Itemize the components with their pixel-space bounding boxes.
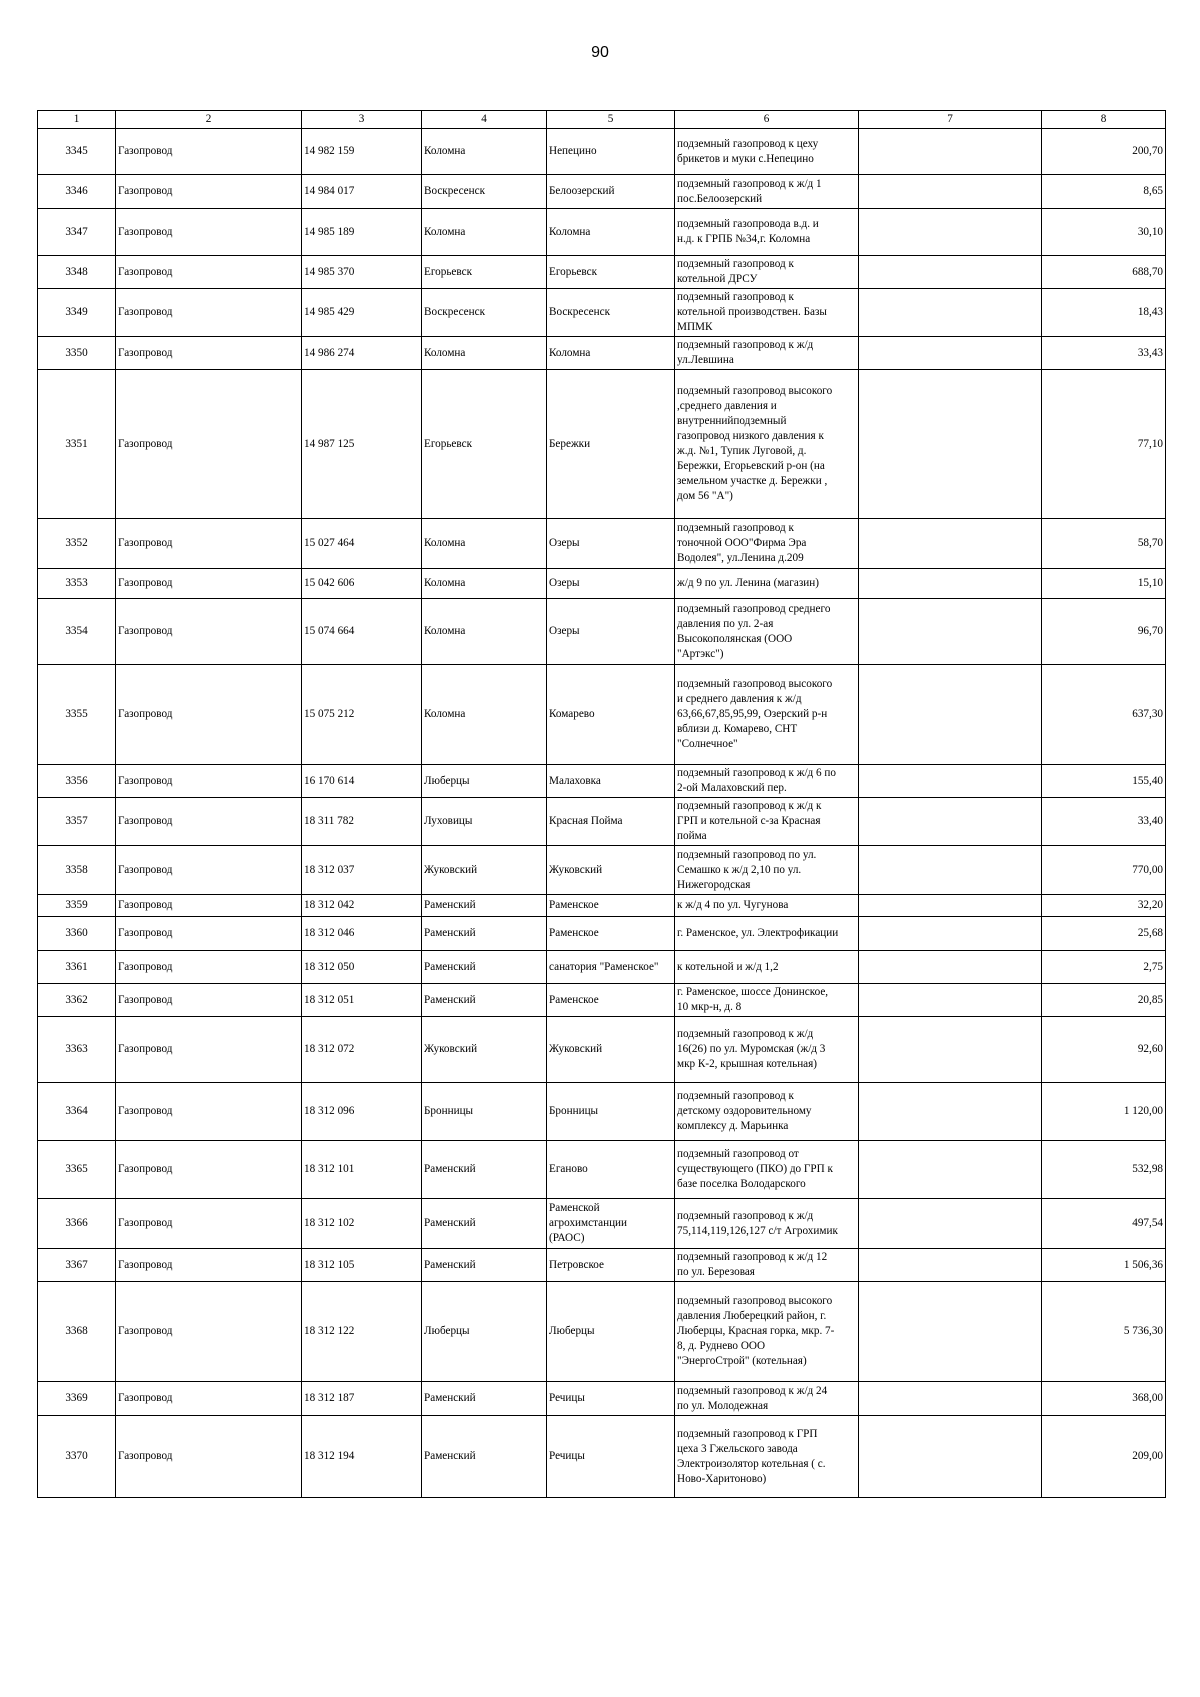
cell-locality: Егорьевск — [547, 256, 675, 289]
table-row — [38, 175, 1166, 209]
cell-description: подземный газопровод высокого ,среднего давления и внутреннийподземный газопровод низкого давления к ж.д. №1, Тупик Луговой, д. Бережки, Егорьевский р-он (на земельном участке д. Бережки , дом 56 "А") — [675, 370, 859, 519]
cell-number: 3358 — [38, 846, 116, 895]
cell-value: 15,10 — [1042, 569, 1166, 599]
cell-column-7 — [859, 175, 1042, 209]
cell-object-type: Газопровод — [116, 765, 302, 798]
cell-object-type: Газопровод — [116, 337, 302, 370]
table-row — [38, 129, 1166, 175]
cell-district: Луховицы — [422, 798, 547, 846]
cell-description: г. Раменское, шоссе Донинское, 10 мкр-н, д. 8 — [675, 984, 859, 1017]
cell-inventory-code: 18 312 072 — [302, 1017, 422, 1083]
cell-district: Егорьевск — [422, 256, 547, 289]
cell-description: подземный газопровод к ГРП цеха 3 Гжельского завода Электроизолятор котельная ( с. Ново-Харитоново) — [675, 1416, 859, 1498]
cell-value: 770,00 — [1042, 846, 1166, 895]
cell-column-7 — [859, 984, 1042, 1017]
cell-column-7 — [859, 337, 1042, 370]
cell-value: 155,40 — [1042, 765, 1166, 798]
cell-district: Люберцы — [422, 765, 547, 798]
cell-locality: Жуковский — [547, 1017, 675, 1083]
cell-district: Люберцы — [422, 1282, 547, 1382]
cell-inventory-code: 18 312 042 — [302, 895, 422, 917]
cell-object-type: Газопровод — [116, 951, 302, 984]
cell-value: 5 736,30 — [1042, 1282, 1166, 1382]
cell-value: 8,65 — [1042, 175, 1166, 209]
column-header: 5 — [547, 111, 675, 129]
cell-column-7 — [859, 1416, 1042, 1498]
table-row — [38, 289, 1166, 337]
cell-inventory-code: 18 312 050 — [302, 951, 422, 984]
cell-object-type: Газопровод — [116, 1416, 302, 1498]
table-row — [38, 256, 1166, 289]
column-header: 7 — [859, 111, 1042, 129]
cell-locality: Речицы — [547, 1382, 675, 1416]
cell-locality: Петровское — [547, 1249, 675, 1282]
cell-description: к котельной и ж/д 1,2 — [675, 951, 859, 984]
cell-column-7 — [859, 917, 1042, 951]
cell-description: подземный газопровод к детскому оздоровительному комплексу д. Марьинка — [675, 1083, 859, 1141]
cell-inventory-code: 14 985 370 — [302, 256, 422, 289]
cell-object-type: Газопровод — [116, 665, 302, 765]
cell-number: 3348 — [38, 256, 116, 289]
cell-inventory-code: 14 984 017 — [302, 175, 422, 209]
cell-inventory-code: 14 987 125 — [302, 370, 422, 519]
table-row — [38, 370, 1166, 519]
cell-inventory-code: 16 170 614 — [302, 765, 422, 798]
cell-locality: Воскресенск — [547, 289, 675, 337]
table-row — [38, 984, 1166, 1017]
cell-locality: Раменское — [547, 895, 675, 917]
cell-number: 3369 — [38, 1382, 116, 1416]
column-header: 3 — [302, 111, 422, 129]
cell-column-7 — [859, 1199, 1042, 1249]
cell-inventory-code: 18 312 096 — [302, 1083, 422, 1141]
cell-object-type: Газопровод — [116, 129, 302, 175]
cell-number: 3363 — [38, 1017, 116, 1083]
cell-locality: Озеры — [547, 569, 675, 599]
cell-district: Коломна — [422, 209, 547, 256]
cell-locality: Раменское — [547, 917, 675, 951]
cell-object-type: Газопровод — [116, 798, 302, 846]
cell-inventory-code: 18 312 051 — [302, 984, 422, 1017]
cell-inventory-code: 14 982 159 — [302, 129, 422, 175]
cell-column-7 — [859, 1017, 1042, 1083]
cell-inventory-code: 15 027 464 — [302, 519, 422, 569]
cell-locality: Речицы — [547, 1416, 675, 1498]
table-row — [38, 846, 1166, 895]
table-row — [38, 1141, 1166, 1199]
cell-district: Коломна — [422, 129, 547, 175]
cell-number: 3354 — [38, 599, 116, 665]
cell-object-type: Газопровод — [116, 599, 302, 665]
cell-inventory-code: 18 312 102 — [302, 1199, 422, 1249]
column-header: 6 — [675, 111, 859, 129]
table-row — [38, 1199, 1166, 1249]
cell-description: ж/д 9 по ул. Ленина (магазин) — [675, 569, 859, 599]
cell-value: 200,70 — [1042, 129, 1166, 175]
cell-value: 497,54 — [1042, 1199, 1166, 1249]
cell-number: 3368 — [38, 1282, 116, 1382]
cell-locality: Раменское — [547, 984, 675, 1017]
cell-column-7 — [859, 1249, 1042, 1282]
table-row — [38, 895, 1166, 917]
cell-object-type: Газопровод — [116, 917, 302, 951]
cell-column-7 — [859, 519, 1042, 569]
table-row — [38, 1416, 1166, 1498]
cell-description: подземный газопровод по ул. Семашко к ж/д 2,10 по ул. Нижегородская — [675, 846, 859, 895]
cell-locality: санатория "Раменское" — [547, 951, 675, 984]
cell-locality: Еганово — [547, 1141, 675, 1199]
cell-locality: Раменской агрохимстанции (РАОС) — [547, 1199, 675, 1249]
cell-district: Раменский — [422, 917, 547, 951]
cell-column-7 — [859, 895, 1042, 917]
table-row — [38, 337, 1166, 370]
cell-number: 3365 — [38, 1141, 116, 1199]
cell-value: 368,00 — [1042, 1382, 1166, 1416]
cell-column-7 — [859, 951, 1042, 984]
cell-number: 3356 — [38, 765, 116, 798]
cell-column-7 — [859, 765, 1042, 798]
table-row — [38, 1282, 1166, 1382]
cell-column-7 — [859, 256, 1042, 289]
table-row — [38, 209, 1166, 256]
column-header: 4 — [422, 111, 547, 129]
cell-column-7 — [859, 370, 1042, 519]
cell-object-type: Газопровод — [116, 256, 302, 289]
cell-object-type: Газопровод — [116, 209, 302, 256]
cell-district: Коломна — [422, 569, 547, 599]
table-row — [38, 765, 1166, 798]
cell-number: 3347 — [38, 209, 116, 256]
cell-description: подземный газопровод к ж/д 16(26) по ул. Муромская (ж/д 3 мкр К-2, крышная котельная) — [675, 1017, 859, 1083]
cell-inventory-code: 15 074 664 — [302, 599, 422, 665]
cell-inventory-code: 14 985 189 — [302, 209, 422, 256]
cell-description: подземный газопровод от существующего (ПКО) до ГРП к базе поселка Володарского — [675, 1141, 859, 1199]
cell-value: 2,75 — [1042, 951, 1166, 984]
cell-object-type: Газопровод — [116, 1083, 302, 1141]
table-row — [38, 1382, 1166, 1416]
cell-number: 3359 — [38, 895, 116, 917]
column-header: 1 — [38, 111, 116, 129]
cell-number: 3366 — [38, 1199, 116, 1249]
cell-object-type: Газопровод — [116, 519, 302, 569]
cell-value: 58,70 — [1042, 519, 1166, 569]
cell-object-type: Газопровод — [116, 569, 302, 599]
table-row — [38, 519, 1166, 569]
cell-object-type: Газопровод — [116, 895, 302, 917]
cell-value: 33,40 — [1042, 798, 1166, 846]
cell-column-7 — [859, 665, 1042, 765]
cell-number: 3357 — [38, 798, 116, 846]
cell-number: 3362 — [38, 984, 116, 1017]
cell-object-type: Газопровод — [116, 175, 302, 209]
cell-value: 33,43 — [1042, 337, 1166, 370]
cell-value: 77,10 — [1042, 370, 1166, 519]
cell-number: 3360 — [38, 917, 116, 951]
cell-district: Раменский — [422, 984, 547, 1017]
cell-district: Воскресенск — [422, 175, 547, 209]
cell-inventory-code: 18 312 037 — [302, 846, 422, 895]
table-header-row — [38, 111, 1166, 129]
cell-inventory-code: 15 042 606 — [302, 569, 422, 599]
cell-value: 18,43 — [1042, 289, 1166, 337]
cell-locality: Белоозерский — [547, 175, 675, 209]
cell-description: подземный газопровод среднего давления по ул. 2-ая Высокополянская (ООО "Артэкс") — [675, 599, 859, 665]
cell-locality: Малаховка — [547, 765, 675, 798]
cell-object-type: Газопровод — [116, 984, 302, 1017]
cell-district: Раменский — [422, 1382, 547, 1416]
cell-value: 1 120,00 — [1042, 1083, 1166, 1141]
cell-column-7 — [859, 569, 1042, 599]
cell-district: Раменский — [422, 1416, 547, 1498]
cell-number: 3370 — [38, 1416, 116, 1498]
cell-value: 30,10 — [1042, 209, 1166, 256]
table-row — [38, 1017, 1166, 1083]
cell-district: Раменский — [422, 1141, 547, 1199]
cell-number: 3351 — [38, 370, 116, 519]
cell-description: г. Раменское, ул. Электрофикации — [675, 917, 859, 951]
cell-object-type: Газопровод — [116, 1141, 302, 1199]
cell-number: 3350 — [38, 337, 116, 370]
cell-object-type: Газопровод — [116, 370, 302, 519]
cell-column-7 — [859, 289, 1042, 337]
cell-object-type: Газопровод — [116, 289, 302, 337]
cell-description: подземный газопровод к цеху брикетов и муки с.Непецино — [675, 129, 859, 175]
cell-object-type: Газопровод — [116, 1282, 302, 1382]
cell-description: подземный газопровод к ж/д 1 пос.Белоозерский — [675, 175, 859, 209]
cell-locality: Бережки — [547, 370, 675, 519]
cell-description: подземный газопровод к ж/д 6 по 2-ой Малаховский пер. — [675, 765, 859, 798]
cell-number: 3349 — [38, 289, 116, 337]
cell-inventory-code: 18 312 101 — [302, 1141, 422, 1199]
cell-inventory-code: 15 075 212 — [302, 665, 422, 765]
cell-district: Раменский — [422, 1249, 547, 1282]
cell-district: Раменский — [422, 1199, 547, 1249]
table-row — [38, 951, 1166, 984]
cell-value: 25,68 — [1042, 917, 1166, 951]
cell-locality: Жуковский — [547, 846, 675, 895]
cell-number: 3355 — [38, 665, 116, 765]
cell-number: 3345 — [38, 129, 116, 175]
cell-description: подземный газопровод к тоночной ООО"Фирма Эра Водолея", ул.Ленина д.209 — [675, 519, 859, 569]
cell-column-7 — [859, 1282, 1042, 1382]
cell-inventory-code: 18 312 105 — [302, 1249, 422, 1282]
cell-locality: Коломна — [547, 337, 675, 370]
cell-value: 92,60 — [1042, 1017, 1166, 1083]
cell-inventory-code: 18 311 782 — [302, 798, 422, 846]
cell-column-7 — [859, 209, 1042, 256]
cell-district: Жуковский — [422, 846, 547, 895]
cell-value: 1 506,36 — [1042, 1249, 1166, 1282]
cell-object-type: Газопровод — [116, 1199, 302, 1249]
cell-object-type: Газопровод — [116, 846, 302, 895]
cell-locality: Непецино — [547, 129, 675, 175]
cell-column-7 — [859, 798, 1042, 846]
cell-inventory-code: 18 312 187 — [302, 1382, 422, 1416]
table-row — [38, 798, 1166, 846]
table-row — [38, 1083, 1166, 1141]
cell-district: Раменский — [422, 951, 547, 984]
cell-column-7 — [859, 129, 1042, 175]
cell-inventory-code: 18 312 122 — [302, 1282, 422, 1382]
cell-inventory-code: 14 985 429 — [302, 289, 422, 337]
cell-number: 3364 — [38, 1083, 116, 1141]
cell-value: 637,30 — [1042, 665, 1166, 765]
column-header: 2 — [116, 111, 302, 129]
cell-inventory-code: 14 986 274 — [302, 337, 422, 370]
cell-locality: Бронницы — [547, 1083, 675, 1141]
cell-column-7 — [859, 599, 1042, 665]
table-row — [38, 1249, 1166, 1282]
cell-locality: Коломна — [547, 209, 675, 256]
cell-number: 3353 — [38, 569, 116, 599]
cell-object-type: Газопровод — [116, 1249, 302, 1282]
registry-table — [37, 110, 1166, 1498]
cell-district: Коломна — [422, 599, 547, 665]
cell-value: 32,20 — [1042, 895, 1166, 917]
cell-value: 209,00 — [1042, 1416, 1166, 1498]
table-row — [38, 665, 1166, 765]
cell-column-7 — [859, 1141, 1042, 1199]
page-number: 90 — [591, 44, 609, 61]
cell-locality: Красная Пойма — [547, 798, 675, 846]
cell-description: подземный газопровод к ж/д 24 по ул. Молодежная — [675, 1382, 859, 1416]
cell-locality: Озеры — [547, 599, 675, 665]
cell-number: 3352 — [38, 519, 116, 569]
cell-column-7 — [859, 1083, 1042, 1141]
cell-district: Бронницы — [422, 1083, 547, 1141]
cell-number: 3346 — [38, 175, 116, 209]
column-header: 8 — [1042, 111, 1166, 129]
cell-object-type: Газопровод — [116, 1017, 302, 1083]
cell-district: Коломна — [422, 337, 547, 370]
cell-inventory-code: 18 312 046 — [302, 917, 422, 951]
cell-value: 96,70 — [1042, 599, 1166, 665]
cell-number: 3361 — [38, 951, 116, 984]
cell-description: подземный газопровод к ж/д 75,114,119,126,127 с/т Агрохимик — [675, 1199, 859, 1249]
cell-description: подземный газопровод к котельной производствен. Базы МПМК — [675, 289, 859, 337]
cell-description: подземный газопровод высокого и среднего давления к ж/д 63,66,67,85,95,99, Озерский р-н вблизи д. Комарево, СНТ "Солнечное" — [675, 665, 859, 765]
cell-district: Раменский — [422, 895, 547, 917]
cell-district: Воскресенск — [422, 289, 547, 337]
cell-value: 20,85 — [1042, 984, 1166, 1017]
cell-description: подземный газопровод к ж/д к ГРП и котельной с-за Красная пойма — [675, 798, 859, 846]
cell-description: подземный газопровод высокого давления Люберецкий район, г. Люберцы, Красная горка, мкр. 7- 8, д. Руднево ООО "ЭнергоСтрой" (котельная) — [675, 1282, 859, 1382]
cell-column-7 — [859, 846, 1042, 895]
cell-description: подземный газопровод к ж/д ул.Левшина — [675, 337, 859, 370]
cell-district: Жуковский — [422, 1017, 547, 1083]
cell-description: к ж/д 4 по ул. Чугунова — [675, 895, 859, 917]
cell-description: подземный газопровода в.д. и н.д. к ГРПБ №34,г. Коломна — [675, 209, 859, 256]
cell-value: 532,98 — [1042, 1141, 1166, 1199]
cell-district: Коломна — [422, 665, 547, 765]
cell-description: подземный газопровод к ж/д 12 по ул. Березовая — [675, 1249, 859, 1282]
cell-locality: Люберцы — [547, 1282, 675, 1382]
cell-inventory-code: 18 312 194 — [302, 1416, 422, 1498]
cell-value: 688,70 — [1042, 256, 1166, 289]
cell-number: 3367 — [38, 1249, 116, 1282]
cell-object-type: Газопровод — [116, 1382, 302, 1416]
cell-description: подземный газопровод к котельной ДРСУ — [675, 256, 859, 289]
table-row — [38, 599, 1166, 665]
cell-district: Коломна — [422, 519, 547, 569]
cell-column-7 — [859, 1382, 1042, 1416]
cell-locality: Озеры — [547, 519, 675, 569]
cell-district: Егорьевск — [422, 370, 547, 519]
cell-locality: Комарево — [547, 665, 675, 765]
table-row — [38, 917, 1166, 951]
table-row — [38, 569, 1166, 599]
